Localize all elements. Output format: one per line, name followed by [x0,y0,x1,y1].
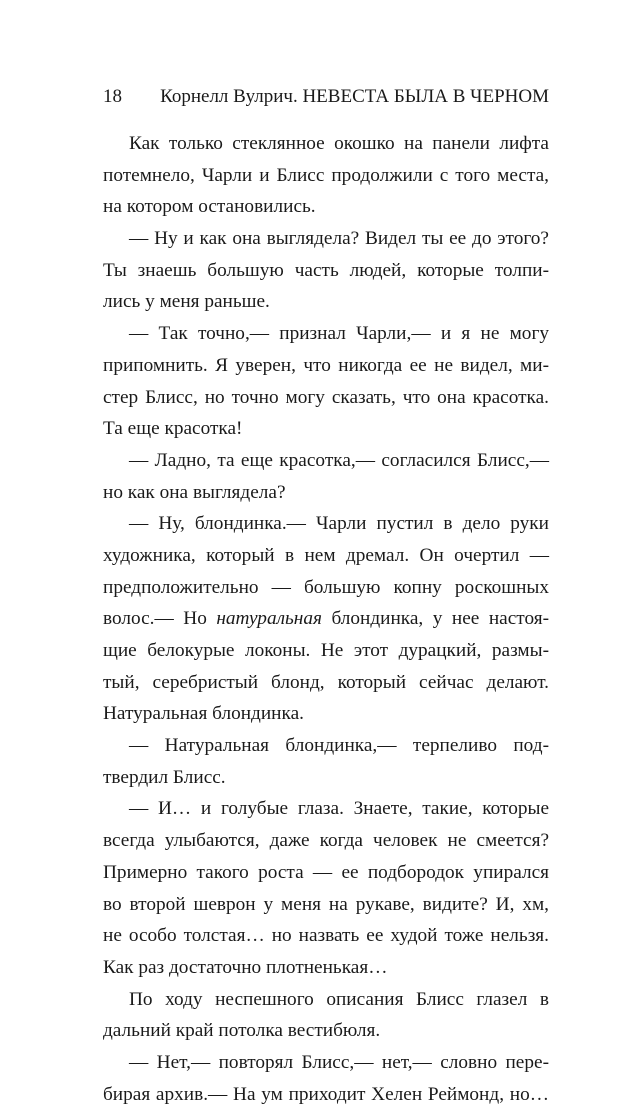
text-line: — Ну, блондинка.— Чарли пустил в дело руки [129,513,549,535]
text-line: дальний край потолка вестибюля. [103,1020,381,1042]
text-line: во второй шеврон у меня на рукаве, видите? И, хм, [103,893,549,915]
text-line: но как она выглядела? [103,481,286,503]
text-line: — Ладно, та еще красотка,— согласился Блисс,— [129,449,549,471]
text-line: По ходу неспешного описания Блисс глазел в [129,988,549,1010]
text-line: не особо толстая… но назвать ее худой тоже нельзя. [103,925,549,947]
text-line: — Натуральная блондинка,— терпеливо под- [129,735,549,757]
body-text [103,128,549,1110]
text-line: стер Блисс, но точно могу сказать, что она красотка. [103,386,549,408]
text-line: художника, который в нем дремал. Он очертил — [103,544,549,566]
text-line: твердил Блисс. [103,766,226,788]
running-title: Корнелл Вулрич. НЕВЕСТА БЫЛА В ЧЕРНОМ [160,86,549,107]
text-line: Как раз достаточно плотненькая… [103,956,388,978]
text-line: Примерно такого роста — ее подбородок упирался [103,861,549,883]
text-line: на котором остановились. [103,196,316,218]
text-line: щие белокурые локоны. Не этот дурацкий, размы- [103,640,549,661]
text-line: Натуральная блондинка. [103,703,304,725]
italic-word: натуральная [216,608,322,630]
text-line: Та еще красотка! [103,418,243,440]
text-segment: блондинка, у нее настоя- [321,608,550,630]
text-line: всегда улыбаются, даже когда человек не смеется? [103,830,549,852]
text-line: — Ну и как она выглядела? Видел ты ее до этого? [129,228,549,250]
text-segment: волос.— Но [103,608,217,630]
page-header [103,86,549,114]
text-line: — Так точно,— признал Чарли,— и я не могу [129,323,549,345]
text-line: припомнить. Я уверен, что никогда ее не видел, ми- [103,354,549,376]
text-line: — Нет,— повторял Блисс,— нет,— словно пере- [129,1051,549,1073]
text-line: — И… и голубые глаза. Знаете, такие, которые [129,798,549,820]
text-line: потемнело, Чарли и Блисс продолжили с того места, [103,164,549,186]
text-line: бирая архив.— На ум приходит Хелен Реймонд, но… [103,1083,549,1105]
text-line: тый, серебристый блонд, который сейчас делают. [103,671,549,693]
text-line: предположительно — большую копну роскошных [103,576,549,598]
page-number: 18 [103,86,122,107]
text-line: лись у меня раньше. [103,291,270,313]
text-line [103,603,549,635]
text-line: Как только стеклянное окошко на панели лифта [129,133,549,154]
text-line: Ты знаешь большую часть людей, которые толпи- [103,259,549,281]
